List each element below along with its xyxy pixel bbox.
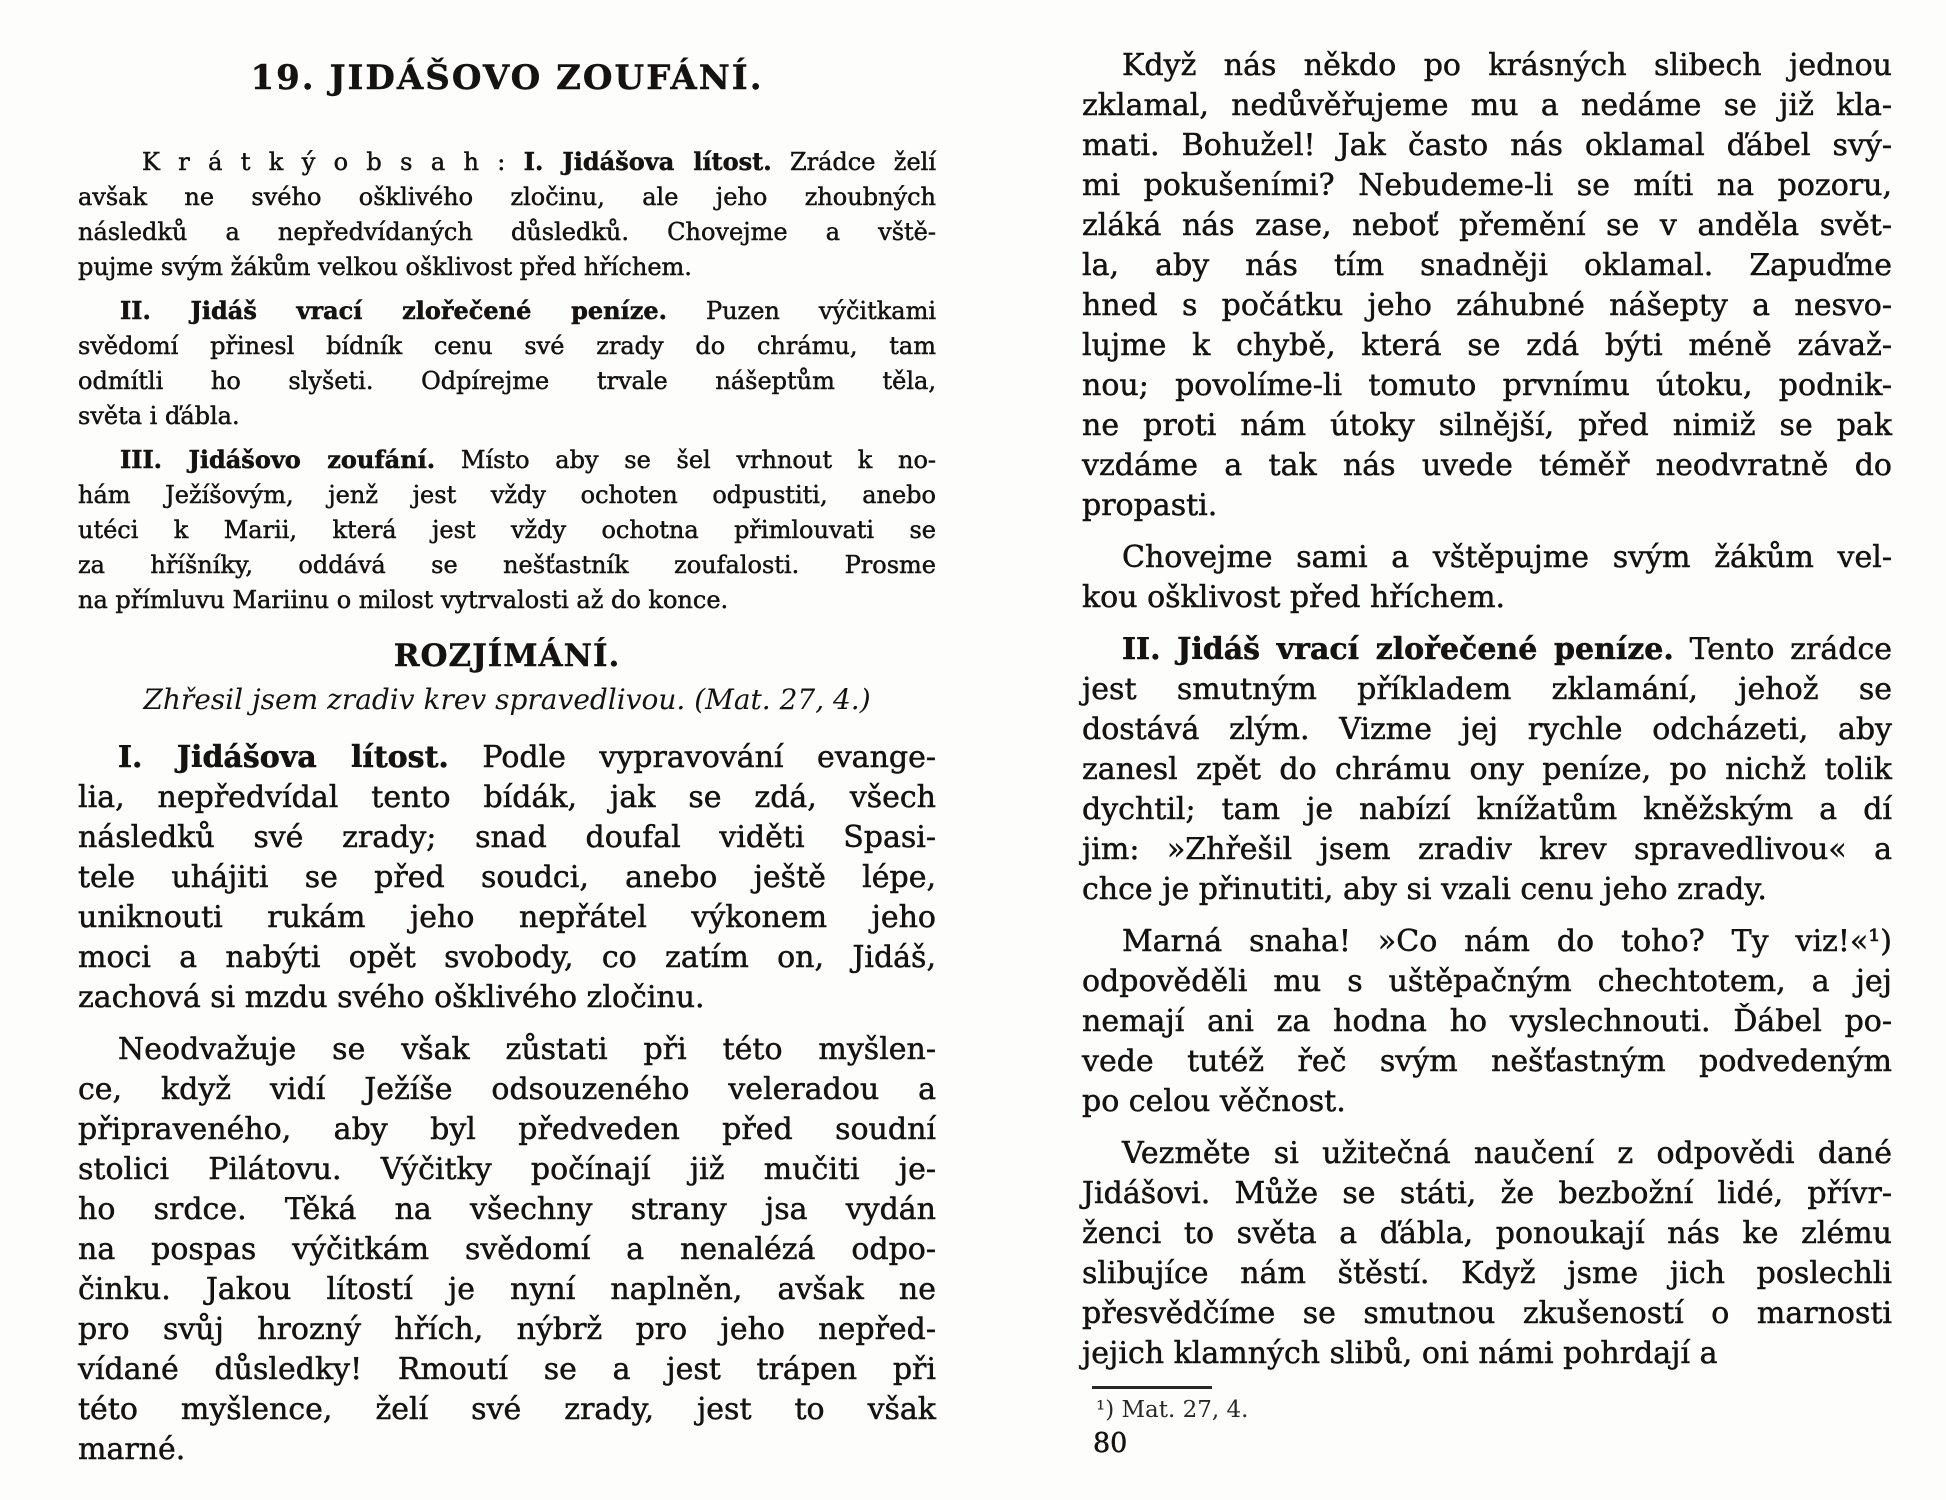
text-line: nou; povolíme-li tomuto prvnímu útoku, podnik- xyxy=(1082,368,1892,403)
text-line: Jidášovi. Může se státi, že bezbožní lidé, přívr- xyxy=(1082,1176,1892,1211)
text-line: mi pokušeními? Nebudeme-li se míti na pozoru, xyxy=(1082,168,1892,203)
paragraph xyxy=(1082,538,1892,618)
paragraph xyxy=(78,1030,936,1470)
text-line: propasti. xyxy=(1082,488,1218,523)
text-line: Marná snaha! »Co nám do toho? Ty viz!«¹) xyxy=(1122,924,1892,959)
text-line: kou ošklivost před hříchem. xyxy=(1082,580,1506,615)
footnote: ¹) Mat. 27, 4. xyxy=(1096,1397,1249,1423)
paragraph xyxy=(1082,922,1892,1122)
text-line: Když nás někdo po krásných slibech jednou xyxy=(1122,48,1892,83)
text-line: odmítli ho slyšeti. Odpírejme trvale nášeptům těla, xyxy=(78,367,936,395)
footnote-divider xyxy=(1092,1386,1212,1389)
text-line: ho srdce. Těká na všechny strany jsa vydán xyxy=(78,1192,936,1227)
text-line: III. Jidášovo zoufání. Místo aby se šel vrhnout k no- xyxy=(120,445,937,474)
text-line: následků a nepředvídaných důsledků. Chovejme a vště- xyxy=(78,218,936,246)
text-line: uniknouti rukám jeho nepřátel výkonem jeho xyxy=(78,900,936,935)
text-line: II. Jidáš vrací zlořečené peníze. Puzen výčitkami xyxy=(120,296,936,325)
text-line: Vezměte si užitečná naučení z odpovědi dané xyxy=(1122,1136,1892,1171)
text-line: la, aby nás tím snadněji oklamal. Zapuďme xyxy=(1082,248,1892,283)
footnote-block xyxy=(1082,1386,1892,1425)
text-line: zklamal, nedůvěřujeme mu a nedáme se již kla- xyxy=(1082,88,1892,123)
text-line: I. Jidášova lítost. Podle vypravování evange- xyxy=(118,740,936,775)
text-line: dostává zlým. Vizme jej rychle odcházeti, aby xyxy=(1082,712,1892,747)
text-line: jejich klamných slibů, oni námi pohrdají a xyxy=(1082,1336,1718,1371)
text-line: moci a nabýti opět svobody, co zatím on, Jidáš, xyxy=(78,940,936,975)
text-line: marné. xyxy=(78,1432,186,1467)
paragraph xyxy=(78,442,936,618)
text-line: ne proti nám útoky silnější, před nimiž se pak xyxy=(1082,408,1892,443)
paragraph xyxy=(1082,46,1892,526)
text-line: dychtil; tam je nabízí knížatům kněžským a dí xyxy=(1082,792,1892,827)
text-line: lia, nepředvídal tento bídák, jak se zdá, všech xyxy=(78,780,936,815)
text-line: na přímluvu Mariinu o milost vytrvalosti až do konce. xyxy=(78,586,729,614)
text-line: přesvědčíme se smutnou zkušeností o marnosti xyxy=(1082,1296,1892,1331)
right-page xyxy=(1082,46,1892,1425)
text-line: hned s počátku jeho záhubné nášepty a nesvo- xyxy=(1082,288,1892,323)
summary-section xyxy=(78,144,936,618)
text-line: zachová si mzdu svého ošklivého zločinu. xyxy=(78,980,705,1015)
rozjimani-heading: ROZJÍMÁNÍ. xyxy=(393,638,621,674)
text-line: po celou věčnost. xyxy=(1082,1084,1346,1119)
text-line: mati. Bohužel! Jak často nás oklamal ďábel svý- xyxy=(1082,128,1892,163)
left-body-text xyxy=(78,738,936,1470)
text-line: utéci k Marii, která jest vždy ochotna přimlouvati se xyxy=(78,516,936,544)
text-line: avšak ne svého ošklivého zločinu, ale jeho zhoubných xyxy=(78,183,936,211)
text-line: vzdáme a tak nás uvede téměř neodvratně do xyxy=(1082,448,1892,483)
text-line: Neodvažuje se však zůstati při této myšlen- xyxy=(118,1032,936,1067)
text-line: za hříšníky, oddává se nešťastník zoufalosti. Prosme xyxy=(78,551,936,579)
text-line: ženci to světa a ďábla, ponoukají nás ke zlému xyxy=(1082,1216,1892,1251)
text-line: II. Jidáš vrací zlořečené peníze. Tento zrádce xyxy=(1122,632,1892,667)
scripture-quote: Zhřesil jsem zradiv krev spravedlivou. (Mat. 27, 4.) xyxy=(143,683,871,716)
text-line: zláká nás zase, neboť přemění se v anděla svět- xyxy=(1082,208,1892,243)
text-line: ce, když vidí Ježíše odsouzeného veleradou a xyxy=(78,1072,936,1107)
text-line: stolici Pilátovu. Výčitky počínají již mučiti je- xyxy=(78,1152,936,1187)
text-line: této myšlence, želí své zrady, jest to však xyxy=(78,1392,936,1427)
text-line: na pospas výčitkám svědomí a nenalézá odpo- xyxy=(78,1232,936,1267)
paragraph xyxy=(78,738,936,1018)
text-line: svědomí přinesl bídník cenu své zrady do chrámu, tam xyxy=(78,332,936,360)
left-page xyxy=(78,58,936,1482)
text-line: hám Ježíšovým, jenž jest vždy ochoten odpustiti, anebo xyxy=(78,481,936,509)
text-line: lujme k chybě, která se zdá býti méně závaž- xyxy=(1082,328,1892,363)
text-line: připraveného, aby byl předveden před soudní xyxy=(78,1112,936,1147)
text-line: činku. Jakou lítostí je nyní naplněn, avšak ne xyxy=(78,1272,936,1307)
text-line: zanesl zpět do chrámu ony peníze, po nichž tolik xyxy=(1082,752,1892,787)
chapter-title: 19. JIDÁŠOVO ZOUFÁNÍ. xyxy=(250,58,764,98)
text-line: slibujíce nám štěstí. Když jsme jich poslechli xyxy=(1082,1256,1892,1291)
text-line: vídané důsledky! Rmoutí se a jest trápen při xyxy=(78,1352,936,1387)
text-line: vede tutéž řeč svým nešťastným podvedeným xyxy=(1082,1044,1892,1079)
paragraph xyxy=(78,144,936,285)
right-body-text xyxy=(1082,46,1892,1374)
text-line: nemají ani za hodna ho vyslechnouti. Ďábel po- xyxy=(1082,1004,1892,1039)
text-line: pujme svým žákům velkou ošklivost před hříchem. xyxy=(78,253,692,281)
page-number: 80 xyxy=(1093,1428,1128,1459)
text-line: K r á t k ý o b s a h : I. Jidášova lítost. Zrádce želí xyxy=(142,147,936,176)
paragraph xyxy=(1082,630,1892,910)
text-line: odpověděli mu s uštěpačným chechtotem, a jej xyxy=(1082,964,1892,999)
text-line: jest smutným příkladem zklamání, jehož se xyxy=(1082,672,1892,707)
text-line: jim: »Zhřešil jsem zradiv krev spravedlivou« a xyxy=(1082,832,1892,867)
text-line: Chovejme sami a vštěpujme svým žákům vel- xyxy=(1122,540,1892,575)
paragraph xyxy=(1082,1134,1892,1374)
text-line: chce je přinutiti, aby si vzali cenu jeho zrady. xyxy=(1082,872,1767,907)
text-line: pro svůj hrozný hřích, nýbrž pro jeho nepřed- xyxy=(78,1312,936,1347)
text-line: světa i ďábla. xyxy=(78,402,240,430)
text-line: následků své zrady; snad doufal viděti Spasi- xyxy=(78,820,936,855)
paragraph xyxy=(78,293,936,434)
text-line: tele uhájiti se před soudci, anebo ještě lépe, xyxy=(78,860,936,895)
